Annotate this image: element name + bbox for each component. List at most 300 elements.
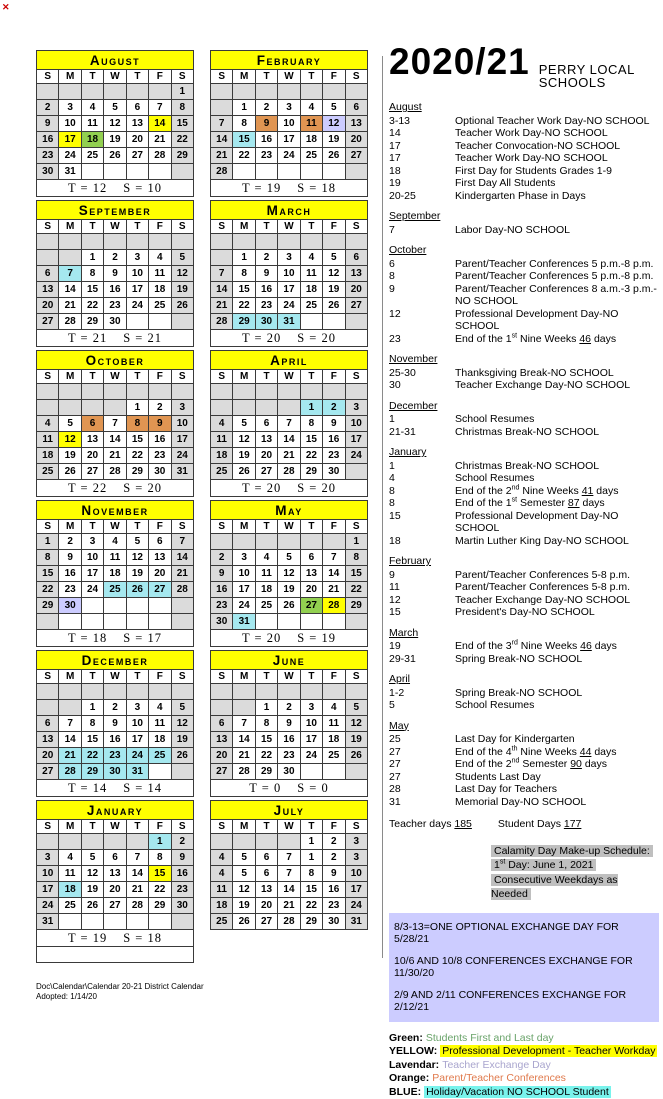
day-cell: 5: [278, 550, 300, 566]
day-cell: 27: [149, 582, 171, 598]
day-cell: [149, 598, 171, 614]
day-cell: [104, 684, 126, 700]
broken-image-icon: ✕: [2, 2, 10, 13]
month-footer: T = 20 S = 19: [211, 630, 368, 647]
day-cell: 21: [126, 882, 148, 898]
section-january: [389, 446, 659, 547]
day-cell: 1: [345, 534, 367, 550]
day-cell: [59, 700, 81, 716]
day-cell: [300, 614, 322, 630]
day-cell: 23: [211, 598, 233, 614]
day-cell: [37, 234, 59, 250]
exchange-note: 10/6 AND 10/8 CONFERENCES EXCHANGE FOR 11/30/20: [394, 955, 654, 980]
day-cell: 1: [81, 700, 103, 716]
day-header: F: [323, 370, 345, 384]
month-january: [36, 800, 194, 963]
day-cell: 12: [323, 266, 345, 282]
day-cell: 9: [211, 566, 233, 582]
section-february: [389, 555, 659, 619]
legend-item: [389, 1045, 659, 1059]
event-row: [389, 224, 659, 237]
event-date: 30: [389, 379, 455, 392]
day-cell: [345, 314, 367, 330]
day-header: T: [300, 520, 322, 534]
day-cell: 30: [323, 464, 345, 480]
day-header: T: [300, 220, 322, 234]
day-cell: 2: [255, 250, 277, 266]
day-header: S: [37, 220, 59, 234]
day-cell: 15: [255, 732, 277, 748]
day-cell: [149, 314, 171, 330]
event-text: School Resumes: [455, 699, 659, 712]
event-row: [389, 308, 659, 333]
section-heading: September: [389, 210, 659, 223]
day-header: M: [233, 820, 255, 834]
day-cell: 2: [171, 834, 193, 850]
day-cell: 22: [300, 898, 322, 914]
day-cell: [211, 384, 233, 400]
event-date: 17: [389, 152, 455, 165]
day-cell: [104, 614, 126, 630]
day-cell: [81, 834, 103, 850]
month-footer: T = 19 S = 18: [211, 180, 368, 197]
event-text: Teacher Exchange Day-NO SCHOOL: [455, 379, 659, 392]
day-cell: [59, 400, 81, 416]
day-cell: 16: [323, 882, 345, 898]
day-cell: 13: [255, 882, 277, 898]
day-cell: 24: [300, 748, 322, 764]
day-cell: 3: [126, 700, 148, 716]
day-cell: 13: [345, 116, 367, 132]
day-cell: 5: [345, 700, 367, 716]
day-header: T: [126, 820, 148, 834]
day-cell: 26: [104, 148, 126, 164]
day-cell: 14: [233, 732, 255, 748]
day-cell: [255, 684, 277, 700]
day-cell: [278, 164, 300, 180]
day-cell: [104, 834, 126, 850]
day-cell: [211, 534, 233, 550]
day-cell: 28: [278, 464, 300, 480]
day-cell: [345, 164, 367, 180]
event-text: Christmas Break-NO SCHOOL: [455, 460, 659, 473]
day-cell: [323, 84, 345, 100]
day-cell: 5: [171, 250, 193, 266]
day-cell: 16: [211, 582, 233, 598]
day-cell: [59, 384, 81, 400]
day-cell: 4: [149, 250, 171, 266]
day-cell: 19: [126, 566, 148, 582]
event-text: Teacher Exchange Day-NO SCHOOL: [455, 594, 659, 607]
day-cell: 17: [126, 282, 148, 298]
day-cell: 19: [81, 882, 103, 898]
day-cell: [323, 764, 345, 780]
day-cell: [171, 764, 193, 780]
day-cell: [59, 914, 81, 930]
day-cell: 1: [233, 250, 255, 266]
day-cell: 10: [37, 866, 59, 882]
day-cell: 25: [211, 464, 233, 480]
day-cell: 9: [323, 416, 345, 432]
day-cell: 9: [59, 550, 81, 566]
event-date: 9: [389, 569, 455, 582]
day-cell: 16: [255, 282, 277, 298]
legend-item: [389, 1059, 659, 1073]
event-date: 1-2: [389, 687, 455, 700]
day-cell: 19: [278, 582, 300, 598]
day-cell: [211, 400, 233, 416]
event-date: 9: [389, 283, 455, 308]
day-cell: 24: [345, 448, 367, 464]
day-cell: 23: [278, 748, 300, 764]
event-row: [389, 783, 659, 796]
day-cell: 9: [37, 116, 59, 132]
day-cell: [323, 234, 345, 250]
day-cell: 17: [37, 882, 59, 898]
day-cell: 27: [300, 598, 322, 614]
day-cell: 15: [149, 866, 171, 882]
day-cell: 25: [323, 748, 345, 764]
day-cell: 4: [255, 550, 277, 566]
day-cell: 3: [233, 550, 255, 566]
day-cell: 16: [104, 732, 126, 748]
event-text: Parent/Teacher Conferences 5 p.m.-8 p.m.: [455, 270, 659, 283]
event-date: 15: [389, 510, 455, 535]
day-cell: 6: [345, 250, 367, 266]
day-header: S: [345, 670, 367, 684]
day-cell: 24: [233, 598, 255, 614]
month-november: [36, 500, 194, 647]
legend-value: Teacher Exchange Day: [442, 1059, 551, 1071]
day-cell: 6: [37, 266, 59, 282]
day-header: T: [255, 520, 277, 534]
day-header: F: [149, 520, 171, 534]
day-cell: 7: [278, 866, 300, 882]
day-cell: 17: [278, 282, 300, 298]
day-cell: 3: [59, 100, 81, 116]
day-cell: 19: [59, 448, 81, 464]
day-cell: 7: [171, 534, 193, 550]
day-cell: 19: [323, 132, 345, 148]
event-text: Memorial Day-NO SCHOOL: [455, 796, 659, 809]
day-cell: 22: [345, 582, 367, 598]
day-cell: 4: [300, 100, 322, 116]
day-cell: 27: [255, 464, 277, 480]
day-cell: 18: [104, 566, 126, 582]
day-cell: 14: [323, 566, 345, 582]
day-cell: [233, 684, 255, 700]
day-cell: 29: [126, 464, 148, 480]
day-cell: 20: [300, 582, 322, 598]
event-text: Parent/Teacher Conferences 5-8 p.m.: [455, 581, 659, 594]
day-cell: 11: [255, 566, 277, 582]
day-cell: 18: [300, 132, 322, 148]
day-cell: [300, 314, 322, 330]
day-cell: 19: [171, 282, 193, 298]
day-cell: [104, 164, 126, 180]
day-cell: [126, 684, 148, 700]
event-row: [389, 258, 659, 271]
day-cell: 20: [211, 748, 233, 764]
day-header: T: [81, 220, 103, 234]
day-cell: 29: [81, 764, 103, 780]
totals-part: Teacher days 185: [389, 818, 472, 830]
day-cell: 20: [37, 748, 59, 764]
day-cell: 7: [59, 266, 81, 282]
day-cell: 21: [323, 582, 345, 598]
day-cell: 28: [233, 764, 255, 780]
event-row: [389, 426, 659, 439]
month-footer: T = 14 S = 14: [37, 780, 194, 797]
day-header: W: [278, 670, 300, 684]
day-cell: [278, 534, 300, 550]
day-cell: 26: [171, 748, 193, 764]
day-cell: 4: [149, 700, 171, 716]
day-cell: 2: [211, 550, 233, 566]
day-header: S: [211, 220, 233, 234]
day-cell: 5: [233, 866, 255, 882]
day-cell: 25: [81, 148, 103, 164]
day-cell: 13: [345, 266, 367, 282]
day-header: W: [104, 220, 126, 234]
day-cell: 24: [345, 898, 367, 914]
day-cell: 31: [278, 314, 300, 330]
day-header: T: [126, 220, 148, 234]
day-cell: [149, 234, 171, 250]
day-cell: 2: [37, 100, 59, 116]
section-heading: April: [389, 673, 659, 686]
day-cell: [37, 684, 59, 700]
day-cell: 23: [323, 448, 345, 464]
day-cell: 14: [171, 550, 193, 566]
day-cell: [59, 84, 81, 100]
day-header: M: [59, 370, 81, 384]
day-header: M: [59, 820, 81, 834]
day-cell: 28: [211, 164, 233, 180]
day-header: S: [345, 370, 367, 384]
day-cell: [37, 834, 59, 850]
day-cell: [345, 684, 367, 700]
section-april: [389, 673, 659, 712]
document-note-line1: Doc\Calendar\Calendar 20-21 District Calendar: [36, 982, 204, 992]
day-cell: [233, 384, 255, 400]
event-date: 18: [389, 535, 455, 548]
day-cell: [126, 914, 148, 930]
calamity-line: 1st Day: June 1, 2021: [491, 858, 659, 873]
day-cell: 13: [149, 550, 171, 566]
day-cell: 21: [59, 298, 81, 314]
event-text: Teacher Work Day-NO SCHOOL: [455, 127, 659, 140]
day-cell: 1: [300, 850, 322, 866]
section-march: [389, 627, 659, 666]
day-cell: 4: [81, 100, 103, 116]
day-cell: 5: [233, 416, 255, 432]
day-cell: 14: [278, 432, 300, 448]
day-cell: [255, 384, 277, 400]
day-header: F: [323, 520, 345, 534]
day-cell: [323, 314, 345, 330]
day-cell: [104, 384, 126, 400]
day-cell: 2: [278, 700, 300, 716]
day-header: S: [345, 220, 367, 234]
day-cell: 4: [59, 850, 81, 866]
month-title: June: [211, 651, 368, 670]
day-cell: [37, 250, 59, 266]
day-cell: 3: [345, 834, 367, 850]
day-cell: 7: [211, 266, 233, 282]
day-cell: 23: [323, 898, 345, 914]
event-row: [389, 758, 659, 771]
event-text: Students Last Day: [455, 771, 659, 784]
day-cell: [233, 164, 255, 180]
day-cell: [211, 684, 233, 700]
event-row: [389, 413, 659, 426]
event-date: 15: [389, 606, 455, 619]
day-header: M: [233, 670, 255, 684]
month-december: [36, 650, 194, 797]
events-list: [389, 101, 659, 808]
event-row: [389, 510, 659, 535]
day-cell: 16: [59, 566, 81, 582]
day-cell: 16: [104, 282, 126, 298]
day-cell: 13: [126, 116, 148, 132]
day-cell: 29: [171, 148, 193, 164]
section-heading: March: [389, 627, 659, 640]
day-cell: 18: [255, 582, 277, 598]
day-header: S: [211, 520, 233, 534]
day-cell: 5: [171, 700, 193, 716]
day-cell: 15: [171, 116, 193, 132]
day-cell: 9: [149, 416, 171, 432]
day-cell: 17: [300, 732, 322, 748]
day-cell: 7: [59, 716, 81, 732]
day-cell: 26: [81, 898, 103, 914]
event-date: 1: [389, 413, 455, 426]
day-cell: 22: [233, 298, 255, 314]
day-cell: 10: [126, 266, 148, 282]
day-cell: 3: [345, 400, 367, 416]
day-cell: 30: [278, 764, 300, 780]
day-cell: 28: [59, 764, 81, 780]
day-cell: 21: [171, 566, 193, 582]
day-cell: 15: [233, 132, 255, 148]
day-cell: 19: [345, 732, 367, 748]
day-cell: [300, 684, 322, 700]
section-august: [389, 101, 659, 202]
day-cell: 24: [171, 448, 193, 464]
day-cell: [59, 684, 81, 700]
calamity-block: [491, 844, 659, 902]
day-header: S: [211, 670, 233, 684]
event-date: 8: [389, 485, 455, 498]
event-text: Professional Development Day-NO SCHOOL: [455, 308, 659, 333]
legend-value: Professional Development - Teacher Workday: [440, 1045, 657, 1057]
day-cell: 8: [37, 550, 59, 566]
day-cell: 16: [278, 732, 300, 748]
event-date: 12: [389, 308, 455, 333]
event-row: [389, 594, 659, 607]
day-cell: 29: [149, 898, 171, 914]
day-cell: [300, 164, 322, 180]
event-row: [389, 771, 659, 784]
month-february: [210, 50, 368, 197]
day-header: T: [126, 520, 148, 534]
event-text: Optional Teacher Work Day-NO SCHOOL: [455, 115, 659, 128]
day-cell: [233, 400, 255, 416]
info-panel: [389, 56, 659, 1099]
event-row: [389, 796, 659, 809]
day-cell: 10: [59, 116, 81, 132]
day-cell: [81, 614, 103, 630]
day-cell: 30: [37, 164, 59, 180]
day-cell: 21: [149, 132, 171, 148]
month-august: [36, 50, 194, 197]
event-text: School Resumes: [455, 413, 659, 426]
event-text: Spring Break-NO SCHOOL: [455, 687, 659, 700]
day-header: W: [278, 370, 300, 384]
day-cell: 9: [171, 850, 193, 866]
event-date: 3-13: [389, 115, 455, 128]
day-cell: 15: [300, 432, 322, 448]
day-cell: [323, 384, 345, 400]
event-text: End of the 2nd Semester 90 days: [455, 758, 659, 771]
day-cell: [323, 614, 345, 630]
day-cell: 16: [149, 432, 171, 448]
day-cell: 15: [81, 732, 103, 748]
day-cell: 22: [149, 882, 171, 898]
day-cell: 31: [171, 464, 193, 480]
day-cell: [81, 400, 103, 416]
day-cell: 25: [300, 148, 322, 164]
day-cell: [59, 614, 81, 630]
day-cell: 11: [323, 716, 345, 732]
day-cell: 8: [345, 550, 367, 566]
day-cell: 8: [233, 266, 255, 282]
event-text: End of the 2nd Nine Weeks 41 days: [455, 485, 659, 498]
day-cell: [255, 164, 277, 180]
day-header: W: [278, 70, 300, 84]
day-cell: 28: [126, 898, 148, 914]
calamity-line: Consecutive Weekdays as Needed: [491, 873, 659, 902]
day-cell: 15: [126, 432, 148, 448]
day-cell: 6: [149, 534, 171, 550]
day-cell: 24: [81, 582, 103, 598]
day-cell: 6: [300, 550, 322, 566]
event-text: President's Day-NO SCHOOL: [455, 606, 659, 619]
day-cell: [323, 684, 345, 700]
event-text: Teacher Work Day-NO SCHOOL: [455, 152, 659, 165]
event-row: [389, 606, 659, 619]
day-cell: 21: [211, 298, 233, 314]
event-row: [389, 687, 659, 700]
day-cell: 29: [255, 764, 277, 780]
day-cell: 26: [126, 582, 148, 598]
exchange-notes: [389, 913, 659, 1022]
day-cell: 13: [37, 282, 59, 298]
day-cell: 17: [345, 882, 367, 898]
section-september: [389, 210, 659, 236]
day-cell: [255, 534, 277, 550]
month-june: [210, 650, 368, 797]
day-cell: [211, 234, 233, 250]
day-cell: 25: [300, 298, 322, 314]
day-header: S: [37, 70, 59, 84]
day-cell: [81, 384, 103, 400]
day-cell: 17: [345, 432, 367, 448]
day-cell: 15: [300, 882, 322, 898]
day-header: W: [278, 220, 300, 234]
day-cell: [171, 684, 193, 700]
